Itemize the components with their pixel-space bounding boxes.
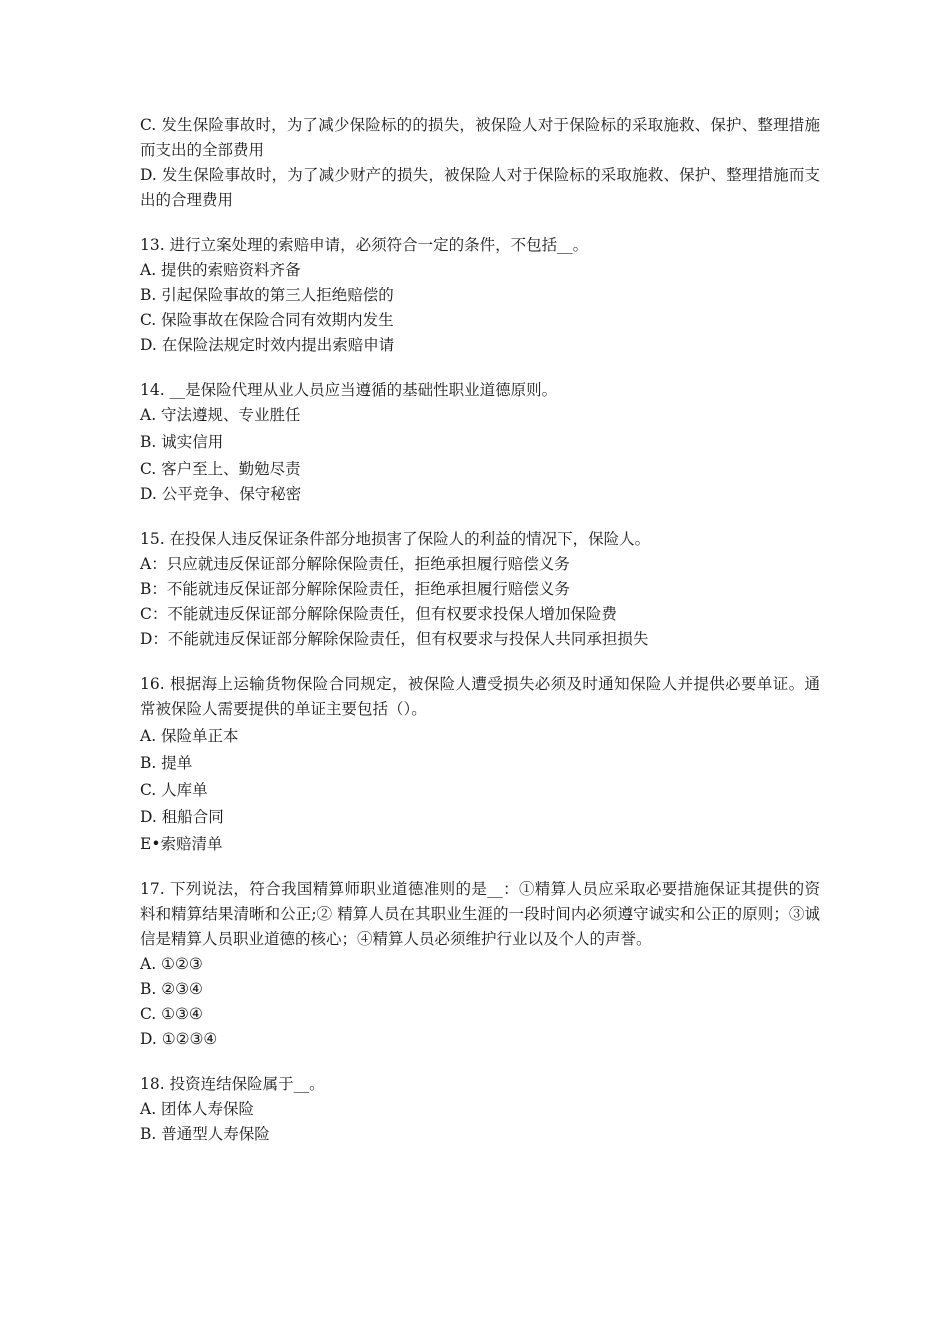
question-stem: 14. __是保险代理从业人员应当遵循的基础性职业道德原则。 <box>140 381 558 399</box>
option-c: C. 人库单 <box>140 781 208 799</box>
option-b: B. 诚实信用 <box>140 433 224 451</box>
option-d: D. 在保险法规定时效内提出索赔申请 <box>140 336 395 354</box>
option-c: C. 客户至上、勤勉尽责 <box>140 460 301 478</box>
option-d: D：不能就违反保证部分解除保险责任，但有权要求与投保人共同承担损失 <box>140 630 649 648</box>
option-d: D. 公平竞争、保守秘密 <box>140 485 302 503</box>
question-stem: 13. 进行立案处理的索赔申请，必须符合一定的条件，不包括__。 <box>140 236 589 254</box>
option-c: C. 保险事故在保险合同有效期内发生 <box>140 311 394 329</box>
option-c: C. ①③④ <box>140 1005 203 1023</box>
option-a: A. ①②③ <box>140 955 203 973</box>
question-13 <box>140 233 820 358</box>
question-14 <box>140 378 820 507</box>
option-b: B. 引起保险事故的第三人拒绝赔偿的 <box>140 286 394 304</box>
option-c: C. 发生保险事故时，为了减少保险标的的损失，被保险人对于保险标的采取施救、保护、整理措施而支出的全部费用 <box>140 116 820 159</box>
option-b: B. 提单 <box>140 754 193 772</box>
option-b: B. ②③④ <box>140 980 203 998</box>
question-18 <box>140 1072 820 1147</box>
option-e: E•索赔清单 <box>140 835 223 853</box>
question-15 <box>140 527 820 652</box>
option-d: D. ①②③④ <box>140 1030 218 1048</box>
question-16 <box>140 672 820 857</box>
option-a: A. 提供的索赔资料齐备 <box>140 261 301 279</box>
option-d: D. 租船合同 <box>140 808 224 826</box>
question-12-tail <box>140 113 820 213</box>
option-c: C：不能就违反保证部分解除保险责任，但有权要求投保人增加保险费 <box>140 605 617 623</box>
question-stem: 15. 在投保人违反保证条件部分地损害了保险人的利益的情况下，保险人。 <box>140 530 651 548</box>
question-stem: 16. 根据海上运输货物保险合同规定，被保险人遭受损失必须及时通知保险人并提供必要单证。通常被保险人需要提供的单证主要包括（）。 <box>140 675 820 718</box>
question-stem: 18. 投资连结保险属于__。 <box>140 1075 325 1093</box>
option-b: B. 普通型人寿保险 <box>140 1125 270 1143</box>
option-a: A. 团体人寿保险 <box>140 1100 255 1118</box>
question-stem: 17. 下列说法，符合我国精算师职业道德准则的是__：①精算人员应采取必要措施保证其提供的资料和精算结果清晰和公正;② 精算人员在其职业生涯的一段时间内必须遵守诚实和公正的原则；③诚信是精算人员职业道德的核心；④精算人员必须维护行业以及个人的声誉。 <box>140 880 820 948</box>
question-17 <box>140 877 820 1052</box>
option-d: D. 发生保险事故时，为了减少财产的损失，被保险人对于保险标的采取施救、保护、整理措施而支出的合理费用 <box>140 166 820 209</box>
document-body <box>140 113 820 1147</box>
option-a: A. 守法遵规、专业胜任 <box>140 406 301 424</box>
option-a: A：只应就违反保证部分解除保险责任，拒绝承担履行赔偿义务 <box>140 555 570 573</box>
option-a: A. 保险单正本 <box>140 727 239 745</box>
option-b: B：不能就违反保证部分解除保险责任，拒绝承担履行赔偿义务 <box>140 580 570 598</box>
